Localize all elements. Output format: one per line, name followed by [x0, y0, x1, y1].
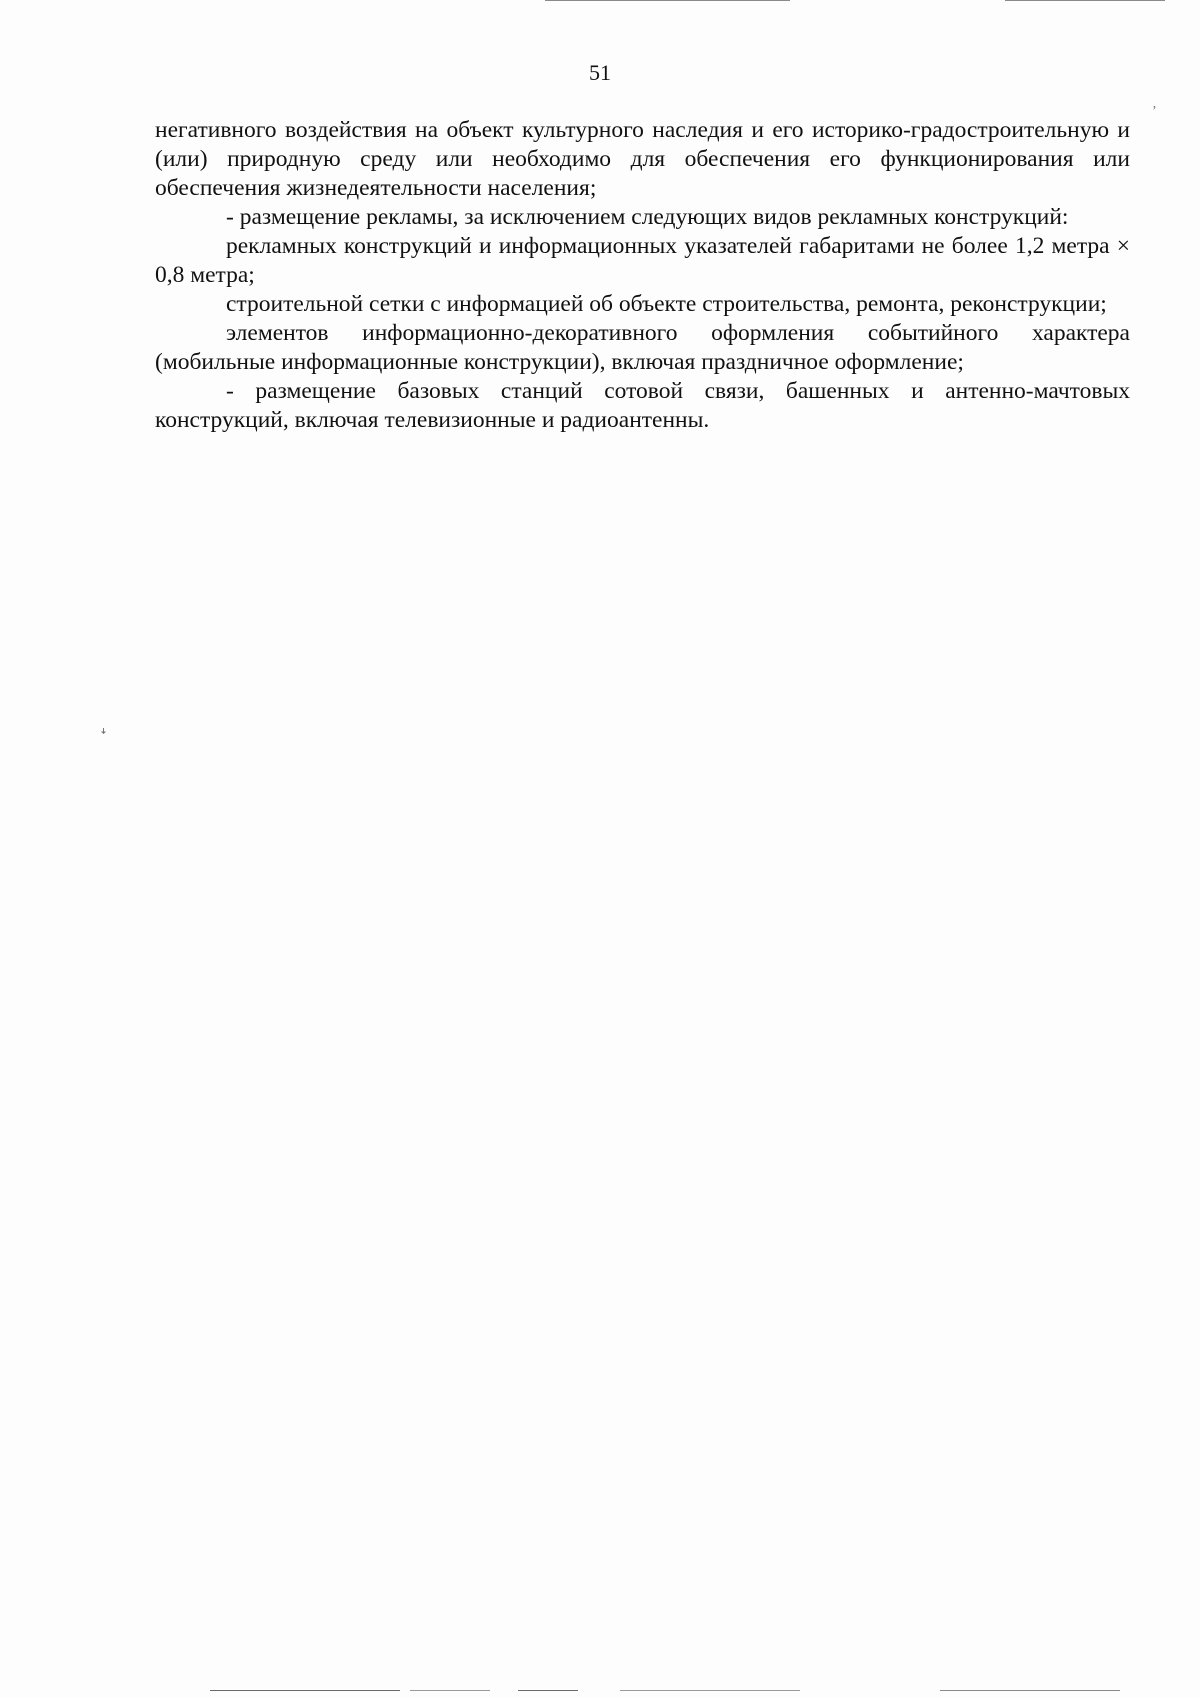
paragraph-4: строительной сетки с информацией об объекте строительства, ремонта, реконструкции;	[226, 291, 1107, 317]
paragraph-1: негативного воздействия на объект культурного наследия и его историко-градостроительную и (или) природную среду или необходимо для обеспечения его функционирования или обеспечения жизнедеятельности населения;	[155, 117, 1130, 201]
paragraph-6: - размещение базовых станций сотовой связи, башенных и антенно-мачтовых конструкций, включая телевизионные и радиоантенны.	[155, 378, 1130, 433]
paragraph-3: рекламных конструкций и информационных указателей габаритами не более 1,2 метра × 0,8 метра;	[155, 233, 1130, 288]
scan-artifact-bottom-2	[410, 1690, 490, 1691]
scan-artifact-bottom-3	[518, 1690, 578, 1691]
scan-artifact-bottom-4	[620, 1690, 800, 1691]
scan-artifact-top-left	[545, 0, 790, 1]
scan-artifact-bottom-1	[210, 1690, 400, 1691]
scan-speck: ꜜ	[100, 730, 107, 745]
scan-artifact-bottom-5	[940, 1690, 1120, 1691]
scan-artifact-top-right	[1005, 0, 1165, 1]
paragraph-5: элементов информационно-декоративного оформления событийного характера (мобильные информационные конструкции), включая праздничное оформление;	[155, 320, 1130, 375]
scan-speck: ʼ	[1152, 104, 1157, 119]
page-number: 51	[589, 60, 611, 85]
body-text	[155, 116, 1130, 435]
paragraph-2: - размещение рекламы, за исключением следующих видов рекламных конструкций:	[226, 204, 1069, 230]
